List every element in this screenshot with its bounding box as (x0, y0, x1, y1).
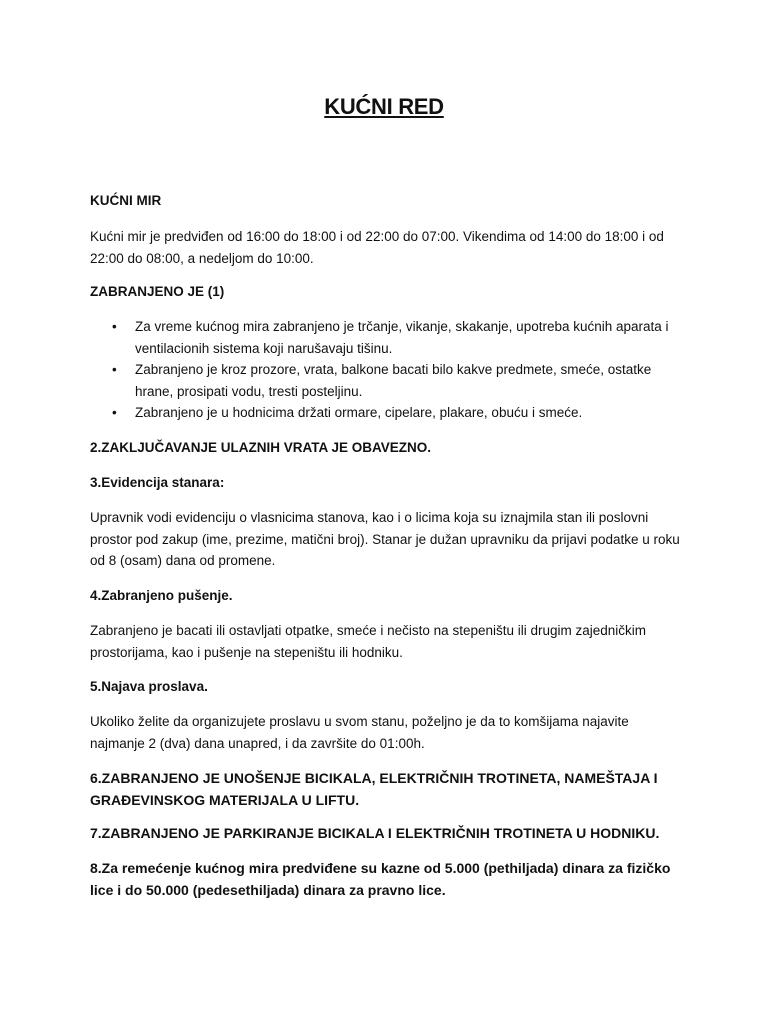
heading-evidencija: 3.Evidencija stanara: (90, 475, 225, 490)
document-title: KUĆNI RED (324, 94, 444, 119)
paragraph-kucni-mir: Kućni mir je predviđen od 16:00 do 18:00 i od 22:00 do 07:00. Vikendima od 14:00 do 18:00 i od 22:00 do 08:00, a nedeljom do 10:00. (90, 229, 664, 266)
bullet-item (90, 316, 680, 359)
paragraph-pusenje: Zabranjeno je bacati ili ostavljati otpatke, smeće i nečisto na stepeništu ili drugim zajedničkim prostorijama, kao i pušenje na stepeništu ili hodniku. (90, 623, 647, 660)
heading-proslava: 5.Najava proslava. (90, 679, 208, 694)
bullet-item (90, 402, 680, 424)
heading-kucni-mir: KUĆNI MIR (90, 193, 162, 208)
bullet-icon: • (112, 405, 117, 420)
bullet-icon: • (112, 362, 117, 377)
heading-zakljucavanje: 2.ZAKLJUČAVANJE ULAZNIH VRATA JE OBAVEZNO. (90, 440, 432, 455)
bullet-icon: • (112, 319, 117, 334)
bullet-item-text: Zabranjeno je kroz prozore, vrata, balkone bacati bilo kakve predmete, smeće, ostatke hrane, prosipati vodu, tresti posteljinu. (135, 362, 652, 399)
bullet-item (90, 359, 680, 402)
heading-zabranjeno: ZABRANJENO JE (1) (90, 284, 225, 299)
heading-parkiranje: 7.ZABRANJENO JE PARKIRANJE BICIKALA I ELEKTRIČNIH TROTINETA U HODNIKU. (90, 825, 660, 841)
paragraph-proslava: Ukoliko želite da organizujete proslavu u svom stanu, poželjno je da to komšijama najavite najmanje 2 (dva) dana unapred, i da završite do 01:00h. (90, 714, 629, 751)
heading-pusenje: 4.Zabranjeno pušenje. (90, 588, 233, 603)
heading-unosenje: 6.ZABRANJENO JE UNOŠENJE BICIKALA, ELEKTRIČNIH TROTINETA, NAMEŠTAJA I GRAĐEVINSKOG MATERIJALA U LIFTU. (90, 770, 658, 808)
bullet-item-text: Za vreme kućnog mira zabranjeno je trčanje, vikanje, skakanje, upotreba kućnih aparata i ventilacionih sistema koji narušavaju tišinu. (135, 319, 669, 356)
heading-kazne: 8.Za remećenje kućnog mira predviđene su kazne od 5.000 (pethiljada) dinara za fizičko lice i do 50.000 (pedesethiljada) dinara za pravno lice. (90, 860, 671, 898)
bullet-item-text: Zabranjeno je u hodnicima držati ormare, cipelare, plakare, obuću i smeće. (135, 405, 583, 420)
bullet-list-zabranjeno (90, 316, 680, 424)
paragraph-evidencija: Upravnik vodi evidenciju o vlasnicima stanova, kao i o licima koja su iznajmila stan ili poslovni prostor pod zakup (ime, prezime, matični broj). Stanar je dužan upravniku da prijavi podatke u roku od 8 (osam) dana od promene. (90, 510, 680, 568)
